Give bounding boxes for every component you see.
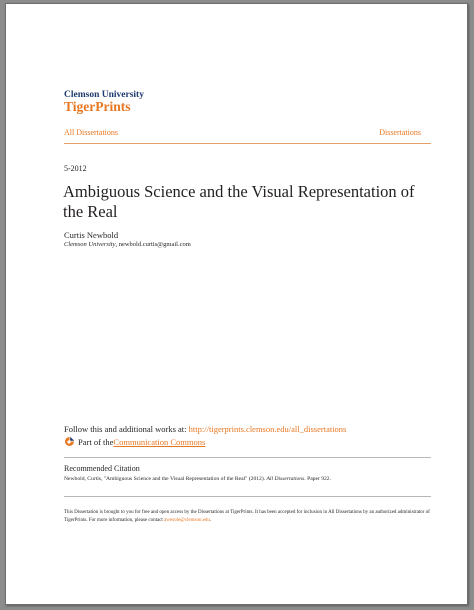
header-divider [64,143,431,144]
communication-commons-link[interactable]: Communication Commons [113,436,206,447]
citation-series: All Dissertations [266,476,305,482]
all-dissertations-link[interactable]: All Dissertations [64,128,118,137]
citation-heading: Recommended Citation [64,464,140,473]
citation-divider [64,457,431,458]
repository-logo-text[interactable]: TigerPrints [64,99,131,114]
author-name: Curtis Newbold [64,230,119,240]
author-affiliation [64,241,191,248]
follow-url-link[interactable]: http://tigerprints.clemson.edu/all_dissertations [188,424,347,434]
follow-label: Follow this and additional works at: [64,424,189,434]
contact-email-link[interactable]: awesole@clemson.edu [164,518,210,523]
access-notice [64,509,434,525]
document-title: Ambiguous Science and the Visual Representation of the Real [63,182,415,221]
notice-divider [64,496,431,497]
notice-text: This Dissertation is brought to you for free and open access by the Dissertations at TigerPrints. It has been accepted for inclusion in All Dissertations by an authorized administrator of TigerPrints. For more information, please contact [64,510,430,523]
part-of-label: Part of the [78,436,114,447]
notice-end: . [209,518,212,523]
institution-name: Clemson University [64,90,144,100]
dissertations-link[interactable]: Dissertations [379,128,421,137]
document-page [5,3,468,605]
author-email[interactable]: , newbold.curtis@gmail.com [115,241,191,248]
citation-text [64,476,331,482]
citation-text-main: Newbold, Curtis, "Ambiguous Science and the Visual Representation of the Real" (2012). [64,476,267,482]
citation-paper-number: . Paper 922. [304,476,332,482]
follow-line [64,424,346,434]
affiliation-institution: Clemson University [64,241,116,248]
part-of-line [64,436,205,447]
publication-date: 5-2012 [64,164,87,173]
digital-commons-icon [64,436,75,447]
